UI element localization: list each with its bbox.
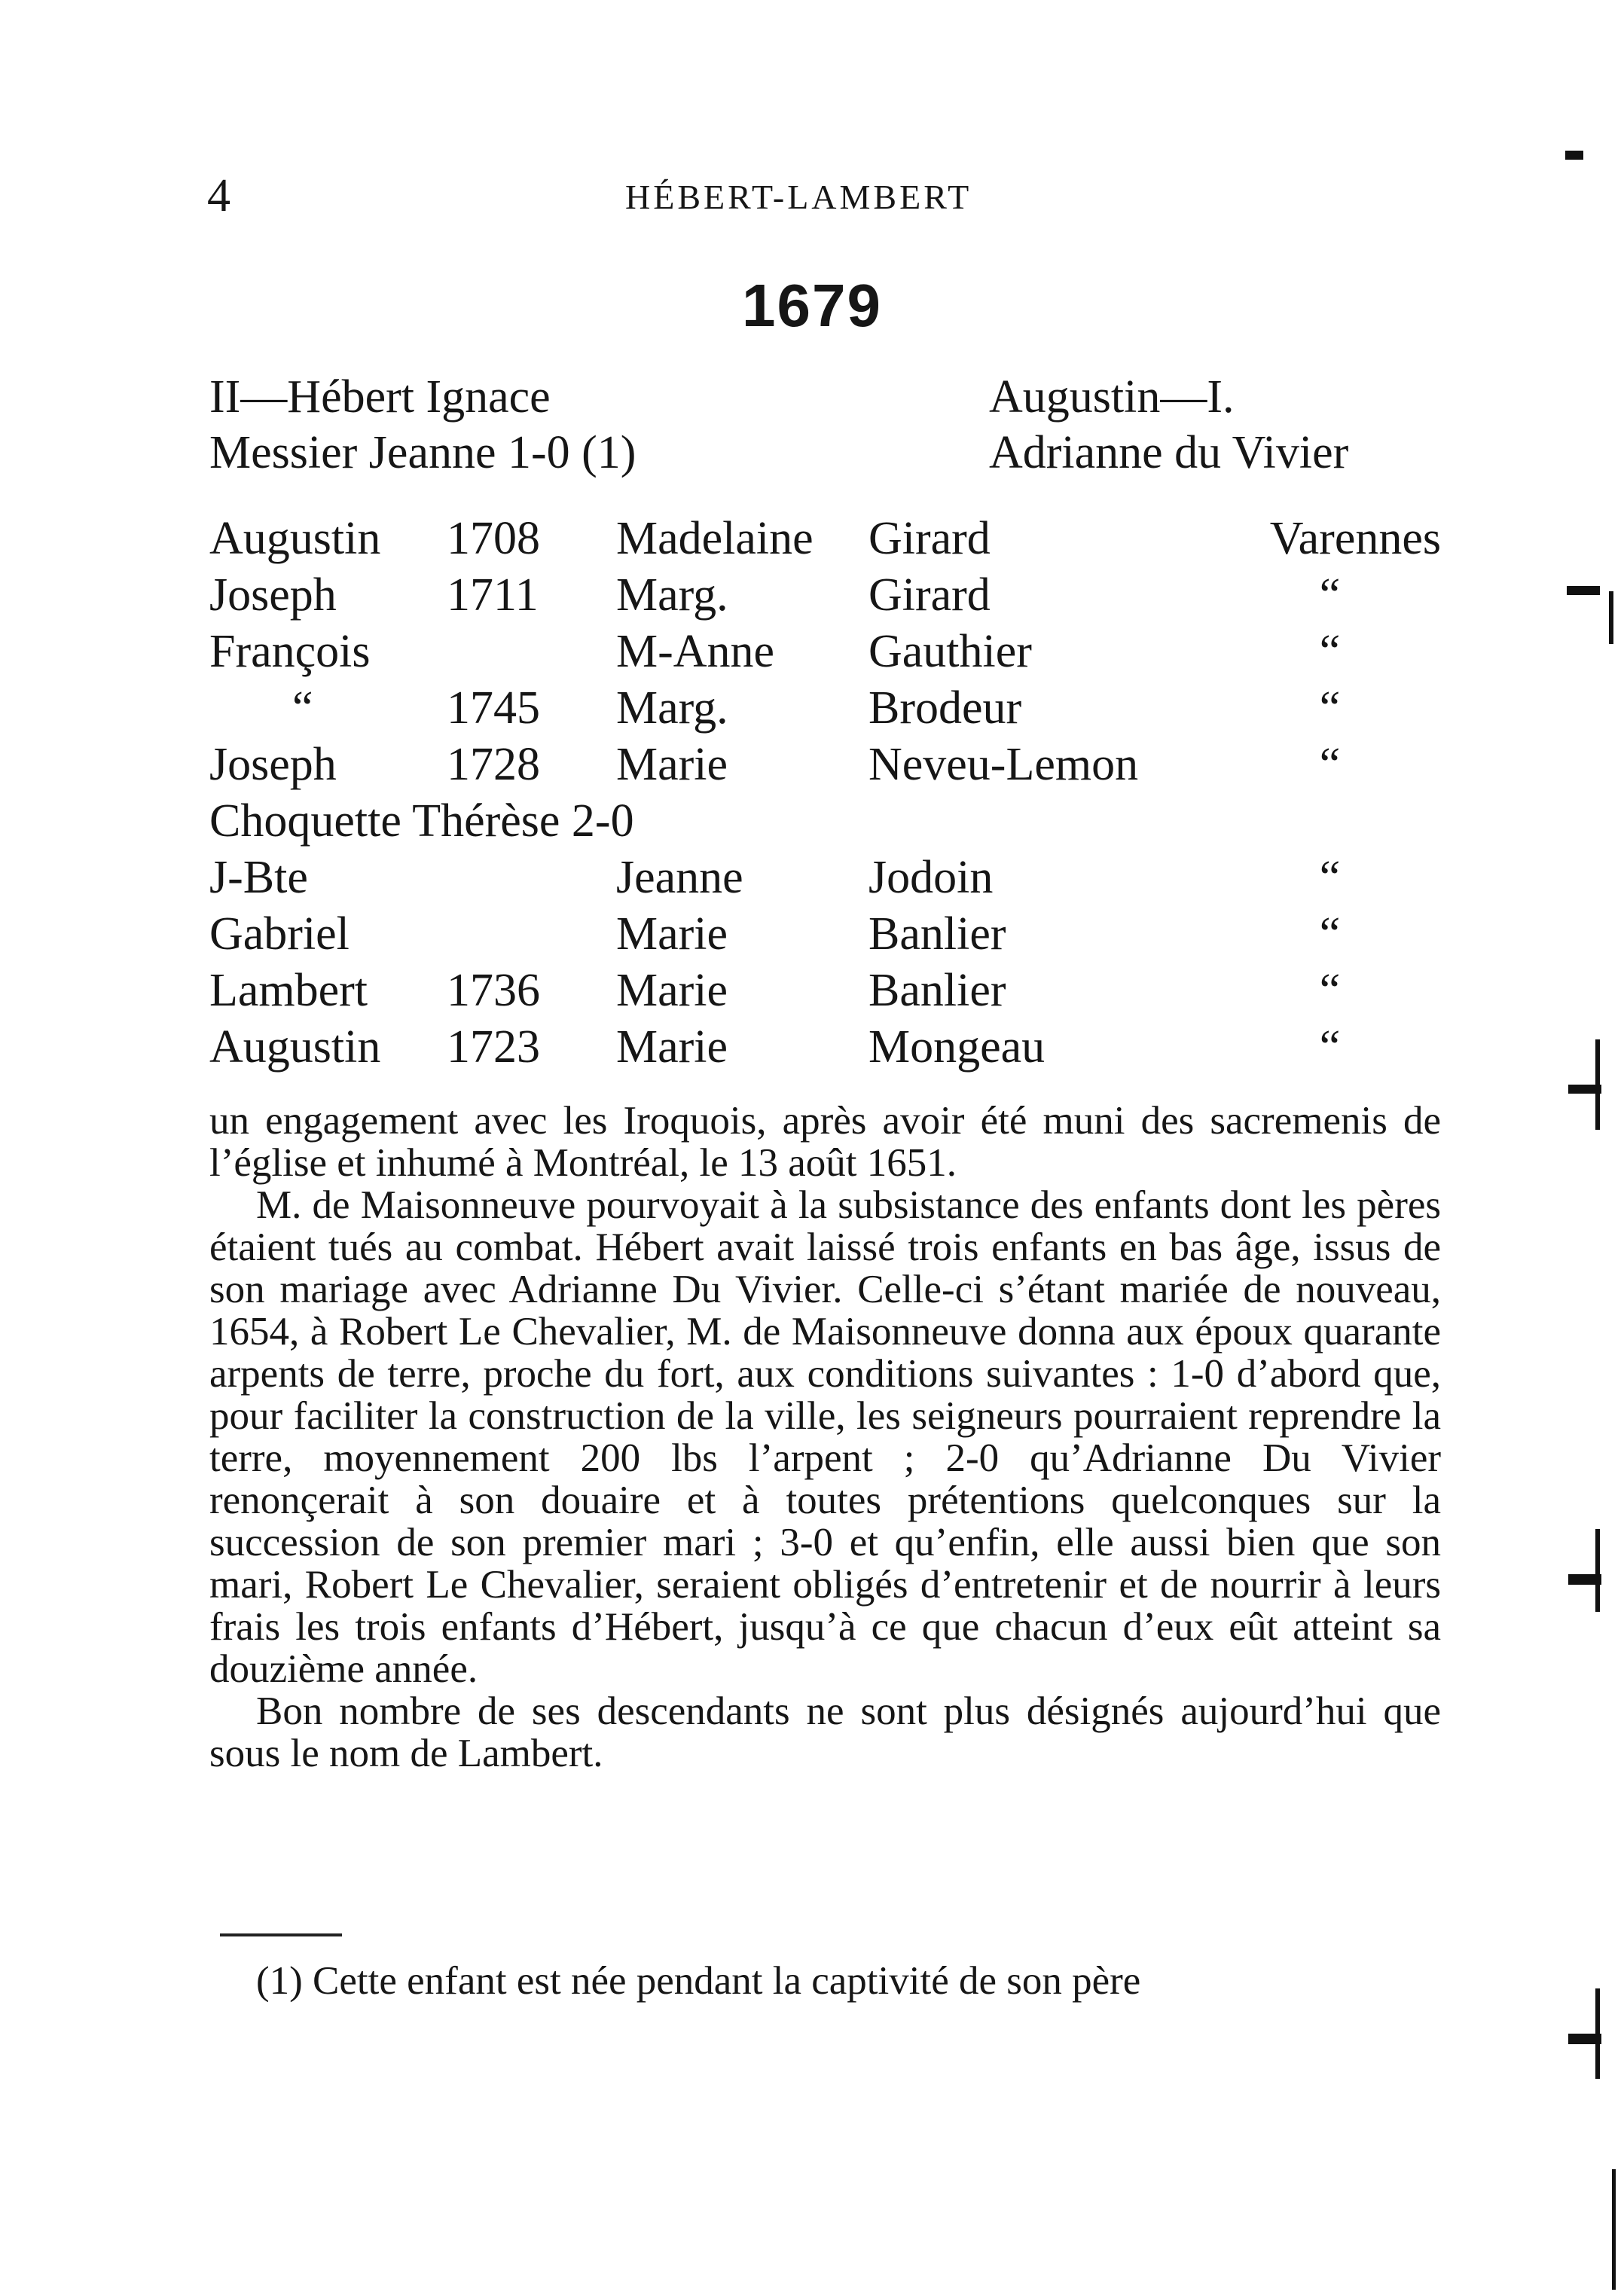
edge-mark bbox=[1595, 1529, 1600, 1612]
page-header bbox=[207, 169, 1442, 222]
page-number: 4 bbox=[207, 170, 230, 221]
child-row bbox=[209, 738, 1441, 795]
child-name: Lambert bbox=[209, 965, 368, 1016]
child-row bbox=[209, 908, 1441, 964]
spouse-first-name: Jeanne bbox=[616, 852, 743, 903]
running-head: HÉBERT-LAMBERT bbox=[625, 178, 972, 216]
edge-mark bbox=[1595, 1988, 1600, 2079]
marriage-place: “ bbox=[1319, 965, 1341, 1016]
child-row bbox=[209, 512, 1441, 569]
marriage-year: 1745 bbox=[447, 682, 540, 734]
footnote-rule bbox=[220, 1933, 342, 1936]
spouse-last-name: Girard bbox=[868, 513, 991, 564]
marriage-year: 1723 bbox=[447, 1021, 540, 1073]
marriage-year: 1708 bbox=[447, 513, 540, 564]
child-row bbox=[209, 625, 1441, 682]
paragraph: Bon nombre de ses descendants ne sont plus désignés aujourd’hui que sous le nom de Lambert. bbox=[209, 1689, 1441, 1775]
marriage-place: Varennes bbox=[1269, 513, 1441, 564]
children-table bbox=[209, 512, 1441, 1077]
spouse-last-name: Mongeau bbox=[868, 1021, 1046, 1073]
marriage-place: “ bbox=[1319, 1021, 1341, 1073]
spouse-last-name: Girard bbox=[868, 569, 991, 621]
mother-parent-entry: Adrianne du Vivier bbox=[989, 427, 1349, 478]
child-name: Gabriel bbox=[209, 908, 350, 960]
year-heading: 1679 bbox=[742, 272, 882, 339]
edge-mark bbox=[1609, 591, 1613, 644]
marriage-year: 1736 bbox=[447, 965, 540, 1016]
edge-mark bbox=[1565, 151, 1583, 160]
marriage-place: “ bbox=[1319, 569, 1341, 621]
spouse-first-name: Marg. bbox=[616, 682, 728, 734]
marriage-place: “ bbox=[1319, 908, 1341, 960]
marriage-year: 1728 bbox=[447, 739, 540, 790]
mother-entry: Messier Jeanne 1-0 (1) bbox=[209, 427, 636, 478]
spouse-first-name: Marie bbox=[616, 739, 728, 790]
spouse-last-name: Jodoin bbox=[868, 852, 994, 903]
body-text bbox=[209, 1100, 1441, 1775]
spouse-first-name: Marie bbox=[616, 1021, 728, 1073]
spouse-last-name: Neveu-Lemon bbox=[868, 739, 1139, 790]
father-parent-entry: Augustin—I. bbox=[989, 371, 1235, 423]
child-name: Joseph bbox=[209, 739, 337, 790]
footnote: (1) Cette enfant est née pendant la captivité de son père bbox=[256, 1959, 1141, 2003]
spouse-last-name: Gauthier bbox=[868, 626, 1032, 677]
marriage-place: “ bbox=[1319, 682, 1341, 734]
second-spouse-row bbox=[209, 795, 1441, 851]
spouse-first-name: Marie bbox=[616, 965, 728, 1016]
child-name: J-Bte bbox=[209, 852, 308, 903]
spouse-first-name: Madelaine bbox=[616, 513, 814, 564]
child-row bbox=[209, 569, 1441, 625]
paragraph: un engagement avec les Iroquois, après avoir été muni des sacremenis de l’église et inhumé à Montréal, le 13 août 1651. bbox=[209, 1099, 1441, 1185]
child-name: Augustin bbox=[209, 1021, 381, 1073]
father-entry: II—Hébert Ignace bbox=[209, 371, 551, 423]
spouse-last-name: Brodeur bbox=[868, 682, 1022, 734]
child-row bbox=[209, 1021, 1441, 1077]
marriage-place: “ bbox=[1319, 626, 1341, 677]
marriage-place: “ bbox=[1319, 739, 1341, 790]
spouse-last-name: Banlier bbox=[868, 908, 1006, 960]
second-spouse: Choquette Thérèse 2-0 bbox=[209, 795, 634, 847]
child-row bbox=[209, 682, 1441, 738]
spouse-first-name: M-Anne bbox=[616, 626, 775, 677]
child-name: “ bbox=[292, 682, 313, 734]
marriage-year: 1711 bbox=[447, 569, 539, 621]
parents-block bbox=[209, 369, 1441, 481]
spouse-last-name: Banlier bbox=[868, 965, 1006, 1016]
marriage-place: “ bbox=[1319, 852, 1341, 903]
edge-mark bbox=[1595, 1039, 1600, 1130]
child-name: Augustin bbox=[209, 513, 381, 564]
spouse-first-name: Marie bbox=[616, 908, 728, 960]
child-row bbox=[209, 964, 1441, 1021]
edge-mark bbox=[1612, 2169, 1616, 2290]
paragraph: M. de Maisonneuve pourvoyait à la subsistance des enfants dont les pères étaient tués au combat. Hébert avait laissé trois enfants en bas âge, issus de son mariage avec Adrianne Du Vivier. Celle-ci s’étant mariée de nouveau, 1654, à Robert Le Chevalier, M. de Maisonneuve donna aux époux quarante arpents de terre, proche du fort, aux conditions suivantes : 1-0 d’abord que, pour faciliter la construction de la ville, les seigneurs pourraient reprendre la terre, moyennement 200 lbs l’arpent ; 2-0 qu’Adrianne Du Vivier renonçerait à son douaire et à toutes prétentions quelconques sur la succession de son premier mari ; 3-0 et qu’enfin, elle aussi bien que son mari, Robert Le Chevalier, seraient obligés d’entretenir et de nourrir à leurs frais les trois enfants d’Hébert, jusqu’à ce que chacun d’eux eût atteint sa douzième année. bbox=[209, 1183, 1441, 1691]
child-name: François bbox=[209, 626, 371, 677]
spouse-first-name: Marg. bbox=[616, 569, 728, 621]
edge-mark bbox=[1567, 586, 1600, 595]
child-name: Joseph bbox=[209, 569, 337, 621]
child-row bbox=[209, 851, 1441, 908]
